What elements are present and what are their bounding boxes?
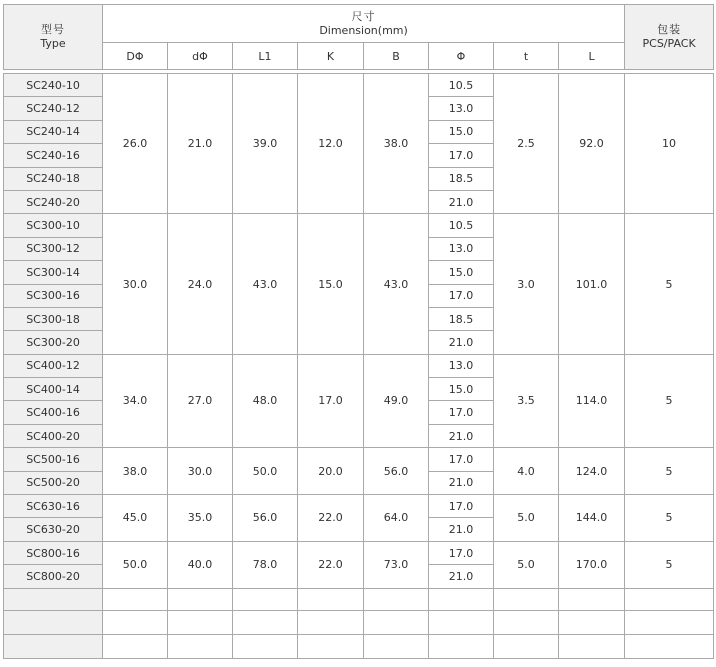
dim-B-cell: 49.0 [364, 354, 429, 448]
model-cell: SC800-20 [4, 565, 103, 588]
empty-cell [233, 610, 298, 634]
dim-d-cell: 27.0 [168, 354, 233, 448]
dim-L1-cell: 78.0 [233, 541, 298, 588]
pack-qty-cell: 5 [625, 495, 714, 542]
empty-cell [559, 610, 625, 634]
col-header-B: B [364, 43, 429, 70]
col-header-phi: Φ [429, 43, 494, 70]
type-header-en: Type [40, 37, 66, 50]
dim-K-cell: 15.0 [298, 214, 364, 354]
empty-cell [429, 634, 494, 658]
empty-cell [559, 588, 625, 610]
model-cell: SC240-16 [4, 144, 103, 167]
model-cell: SC240-18 [4, 167, 103, 190]
dim-L-cell: 92.0 [559, 74, 625, 214]
dim-L1-cell: 56.0 [233, 495, 298, 542]
empty-row [4, 634, 714, 658]
phi-cell: 17.0 [429, 541, 494, 564]
model-cell: SC300-18 [4, 307, 103, 330]
dimension-header [103, 5, 625, 43]
dim-d-cell: 35.0 [168, 495, 233, 542]
phi-cell: 21.0 [429, 424, 494, 447]
phi-cell: 17.0 [429, 495, 494, 518]
empty-cell [429, 588, 494, 610]
empty-cell [103, 634, 168, 658]
empty-cell [4, 610, 103, 634]
table-row [4, 74, 714, 97]
table-row [4, 448, 714, 471]
model-cell: SC400-14 [4, 378, 103, 401]
empty-cell [494, 588, 559, 610]
dim-t-cell: 5.0 [494, 541, 559, 588]
dim-D-cell: 34.0 [103, 354, 168, 448]
model-cell: SC500-16 [4, 448, 103, 471]
dim-L-cell: 124.0 [559, 448, 625, 495]
dim-t-cell: 3.5 [494, 354, 559, 448]
dim-t-cell: 3.0 [494, 214, 559, 354]
dim-K-cell: 12.0 [298, 74, 364, 214]
dim-D-cell: 45.0 [103, 495, 168, 542]
spec-table-header [3, 4, 714, 70]
table-row [4, 354, 714, 377]
pack-qty-cell: 5 [625, 354, 714, 448]
empty-cell [168, 610, 233, 634]
dimension-header-cn: 尺寸 [351, 9, 376, 23]
phi-cell: 21.0 [429, 518, 494, 541]
empty-cell [4, 588, 103, 610]
dimension-header-en: Dimension(mm) [319, 23, 408, 37]
empty-cell [625, 588, 714, 610]
dim-B-cell: 43.0 [364, 214, 429, 354]
type-header [4, 5, 103, 70]
empty-cell [233, 634, 298, 658]
model-cell: SC400-16 [4, 401, 103, 424]
phi-cell: 21.0 [429, 471, 494, 494]
empty-cell [298, 634, 364, 658]
empty-cell [233, 588, 298, 610]
pack-header-cn: 包装 [657, 23, 682, 36]
dim-B-cell: 73.0 [364, 541, 429, 588]
dim-B-cell: 38.0 [364, 74, 429, 214]
dim-L1-cell: 43.0 [233, 214, 298, 354]
empty-cell [103, 610, 168, 634]
dim-D-cell: 30.0 [103, 214, 168, 354]
col-header-t: t [494, 43, 559, 70]
empty-cell [494, 634, 559, 658]
empty-cell [298, 610, 364, 634]
model-cell: SC240-20 [4, 190, 103, 213]
empty-cell [364, 610, 429, 634]
empty-row [4, 588, 714, 610]
model-cell: SC240-14 [4, 120, 103, 143]
model-cell: SC300-16 [4, 284, 103, 307]
empty-cell [364, 634, 429, 658]
empty-cell [298, 588, 364, 610]
col-header-K: K [298, 43, 364, 70]
model-cell: SC630-20 [4, 518, 103, 541]
dim-D-cell: 50.0 [103, 541, 168, 588]
dim-L-cell: 101.0 [559, 214, 625, 354]
model-cell: SC300-14 [4, 261, 103, 284]
empty-cell [168, 588, 233, 610]
pack-qty-cell: 5 [625, 448, 714, 495]
model-cell: SC300-10 [4, 214, 103, 237]
dim-L-cell: 170.0 [559, 541, 625, 588]
phi-cell: 10.5 [429, 74, 494, 97]
dim-d-cell: 21.0 [168, 74, 233, 214]
phi-cell: 17.0 [429, 284, 494, 307]
dim-B-cell: 64.0 [364, 495, 429, 542]
col-header-L: L [559, 43, 625, 70]
model-cell: SC240-10 [4, 74, 103, 97]
dim-L-cell: 114.0 [559, 354, 625, 448]
col-header-L1: L1 [233, 43, 298, 70]
phi-cell: 18.5 [429, 307, 494, 330]
table-row [4, 214, 714, 237]
model-cell: SC240-12 [4, 97, 103, 120]
pack-qty-cell: 5 [625, 541, 714, 588]
dim-t-cell: 5.0 [494, 495, 559, 542]
pack-header-en: PCS/PACK [642, 37, 696, 50]
empty-cell [559, 634, 625, 658]
empty-cell [494, 610, 559, 634]
phi-cell: 17.0 [429, 401, 494, 424]
model-cell: SC400-12 [4, 354, 103, 377]
pack-qty-cell: 10 [625, 74, 714, 214]
dim-L1-cell: 48.0 [233, 354, 298, 448]
model-cell: SC800-16 [4, 541, 103, 564]
col-header-D: DΦ [103, 43, 168, 70]
dim-d-cell: 24.0 [168, 214, 233, 354]
empty-cell [4, 634, 103, 658]
empty-cell [625, 634, 714, 658]
empty-cell [429, 610, 494, 634]
phi-cell: 13.0 [429, 97, 494, 120]
dim-d-cell: 30.0 [168, 448, 233, 495]
pack-header [625, 5, 714, 70]
type-header-cn: 型号 [41, 23, 65, 36]
dim-L-cell: 144.0 [559, 495, 625, 542]
phi-cell: 15.0 [429, 120, 494, 143]
phi-cell: 13.0 [429, 237, 494, 260]
dim-L1-cell: 50.0 [233, 448, 298, 495]
dim-L1-cell: 39.0 [233, 74, 298, 214]
phi-cell: 17.0 [429, 448, 494, 471]
dim-K-cell: 22.0 [298, 541, 364, 588]
model-cell: SC500-20 [4, 471, 103, 494]
dim-D-cell: 38.0 [103, 448, 168, 495]
dim-K-cell: 20.0 [298, 448, 364, 495]
phi-cell: 18.5 [429, 167, 494, 190]
spec-table-body [3, 73, 714, 659]
dim-t-cell: 2.5 [494, 74, 559, 214]
phi-cell: 10.5 [429, 214, 494, 237]
empty-row [4, 610, 714, 634]
dim-K-cell: 17.0 [298, 354, 364, 448]
model-cell: SC400-20 [4, 424, 103, 447]
model-cell: SC300-12 [4, 237, 103, 260]
model-cell: SC630-16 [4, 495, 103, 518]
pack-qty-cell: 5 [625, 214, 714, 354]
dim-D-cell: 26.0 [103, 74, 168, 214]
phi-cell: 21.0 [429, 565, 494, 588]
model-cell: SC300-20 [4, 331, 103, 354]
dim-t-cell: 4.0 [494, 448, 559, 495]
phi-cell: 21.0 [429, 190, 494, 213]
empty-cell [625, 610, 714, 634]
phi-cell: 15.0 [429, 378, 494, 401]
phi-cell: 17.0 [429, 144, 494, 167]
dim-K-cell: 22.0 [298, 495, 364, 542]
col-header-d: dΦ [168, 43, 233, 70]
dim-B-cell: 56.0 [364, 448, 429, 495]
table-row [4, 541, 714, 564]
empty-cell [103, 588, 168, 610]
table-row [4, 495, 714, 518]
phi-cell: 21.0 [429, 331, 494, 354]
empty-cell [168, 634, 233, 658]
empty-cell [364, 588, 429, 610]
phi-cell: 15.0 [429, 261, 494, 284]
dim-d-cell: 40.0 [168, 541, 233, 588]
phi-cell: 13.0 [429, 354, 494, 377]
